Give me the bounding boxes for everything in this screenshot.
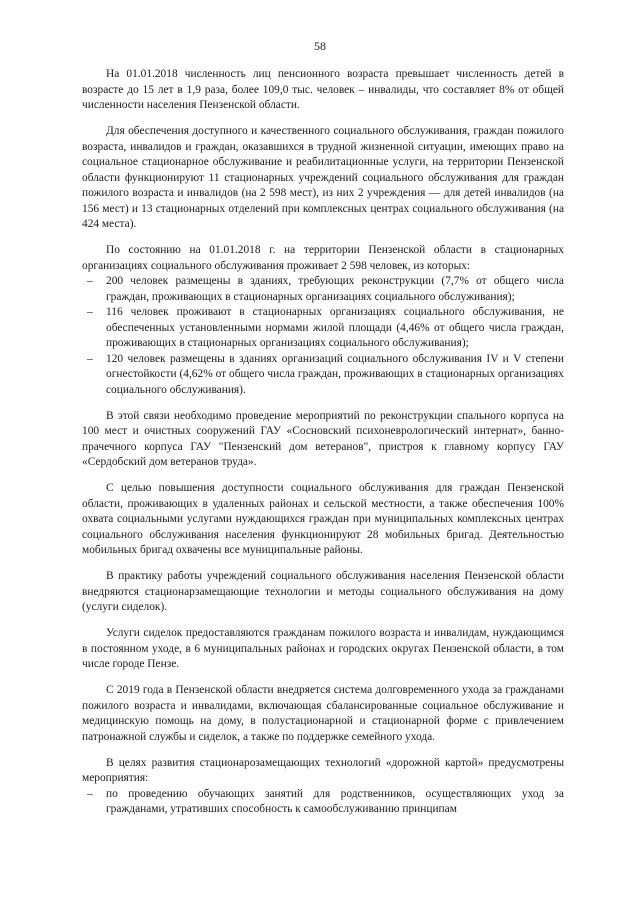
list-item: [82, 305, 564, 352]
bullet-marker: –: [87, 787, 93, 800]
list-item-text: по проведению обучающих занятий для родственников, осуществляющих уход за гражданами, утративших способность к самообслуживанию принципам: [106, 787, 564, 815]
bullet-list: [82, 787, 564, 818]
paragraph: Для обеспечения доступного и качественного социального обслуживания, граждан пожилого возраста, инвалидов и граждан, оказавшихся в трудной жизненной ситуации, имеющих право на социальное стационарное обслуживание и реабилитационные услуги, на территории Пензенской области функционируют 11 стационарных учреждений социального обслуживания для граждан пожилого возраста и инвалидов (на 2 598 мест), из них 2 учреждения — для детей инвалидов (на 156 мест) и 13 стационарных отделений при комплексных центрах социального обслуживания (на 424 места).: [82, 125, 564, 230]
list-item: [82, 274, 564, 305]
paragraph: Услуги сиделок предоставляются гражданам пожилого возраста и инвалидам, нуждающимся в постоянном уходе, в 6 муниципальных районах и городских округах Пензенской области, в том числе городе Пензе.: [82, 627, 564, 670]
document-body: [82, 67, 564, 828]
paragraph: По состоянию на 01.01.2018 г. на территории Пензенской области в стационарных организациях социального обслуживания проживает 2 598 человек, из которых:: [82, 244, 564, 272]
list-item-text: 116 человек проживают в стационарных организациях социального обслуживания, не обеспеченных установленными нормами жилой площади (4,46% от общего числа граждан, проживающих в стационарных организациях социального обслуживания);: [106, 306, 564, 349]
page-number: 58: [314, 39, 326, 53]
paragraph: В целях развития стационарозамещающих технологий «дорожной картой» предусмотрены мероприятия:: [82, 756, 564, 784]
list-item: [82, 787, 564, 818]
bullet-marker: –: [87, 306, 93, 318]
paragraph: С 2019 года в Пензенской области внедряется система долговременного ухода за гражданами пожилого возраста и инвалидами, включающая сбалансированные социальное обслуживание и медицинскую помощь на дому, в полустационарной и стационарной форме с привлечением патронажной службы и сиделок, а также по поддержке семейного ухода.: [82, 684, 564, 743]
bullet-marker: –: [87, 352, 93, 365]
list-item-text: 120 человек размещены в зданиях организаций социального обслуживания IV и V степени огнестойкости (4,62% от общего числа граждан, проживающих в стационарных организациях социального обслуживания).: [106, 352, 564, 396]
list-item-text: 200 человек размещены в зданиях, требующих реконструкции (7,7% от общего числа граждан, проживающих в стационарных организациях социального обслуживания);: [106, 275, 564, 303]
paragraph: В этой связи необходимо проведение мероприятий по реконструкции спального корпуса на 100 мест и очистных сооружений ГАУ «Сосновский психоневрологический интернат», банно-прачечного корпуса ГАУ "Пензенский дом ветеранов", пристроя к главному корпусу ГАУ «Сердобский дом ветеранов труда».: [82, 409, 564, 468]
list-item: [82, 352, 564, 399]
paragraph: С целью повышения доступности социального обслуживания для граждан Пензенской области, проживающих в удаленных районах и сельской местности, а также обеспечения 100% охвата социальными услугами нуждающихся граждан при муниципальных комплексных центрах социального обслуживания населения функционируют 28 мобильных бригад. Деятельностью мобильных бригад охвачены все муниципальные районы.: [82, 482, 564, 556]
bullet-marker: –: [87, 275, 93, 287]
paragraph: В практику работы учреждений социального обслуживания населения Пензенской области внедряются стационарзамещающие технологии и методы социального обслуживания на дому (услуги сиделок).: [82, 570, 564, 613]
paragraph: На 01.01.2018 численность лиц пенсионного возраста превышает численность детей в возрасте до 15 лет в 1,9 раза, более 109,0 тыс. человек – инвалиды, что составляет 8% от общей численности населения Пензенской области.: [82, 68, 564, 111]
bullet-list: [82, 274, 564, 398]
